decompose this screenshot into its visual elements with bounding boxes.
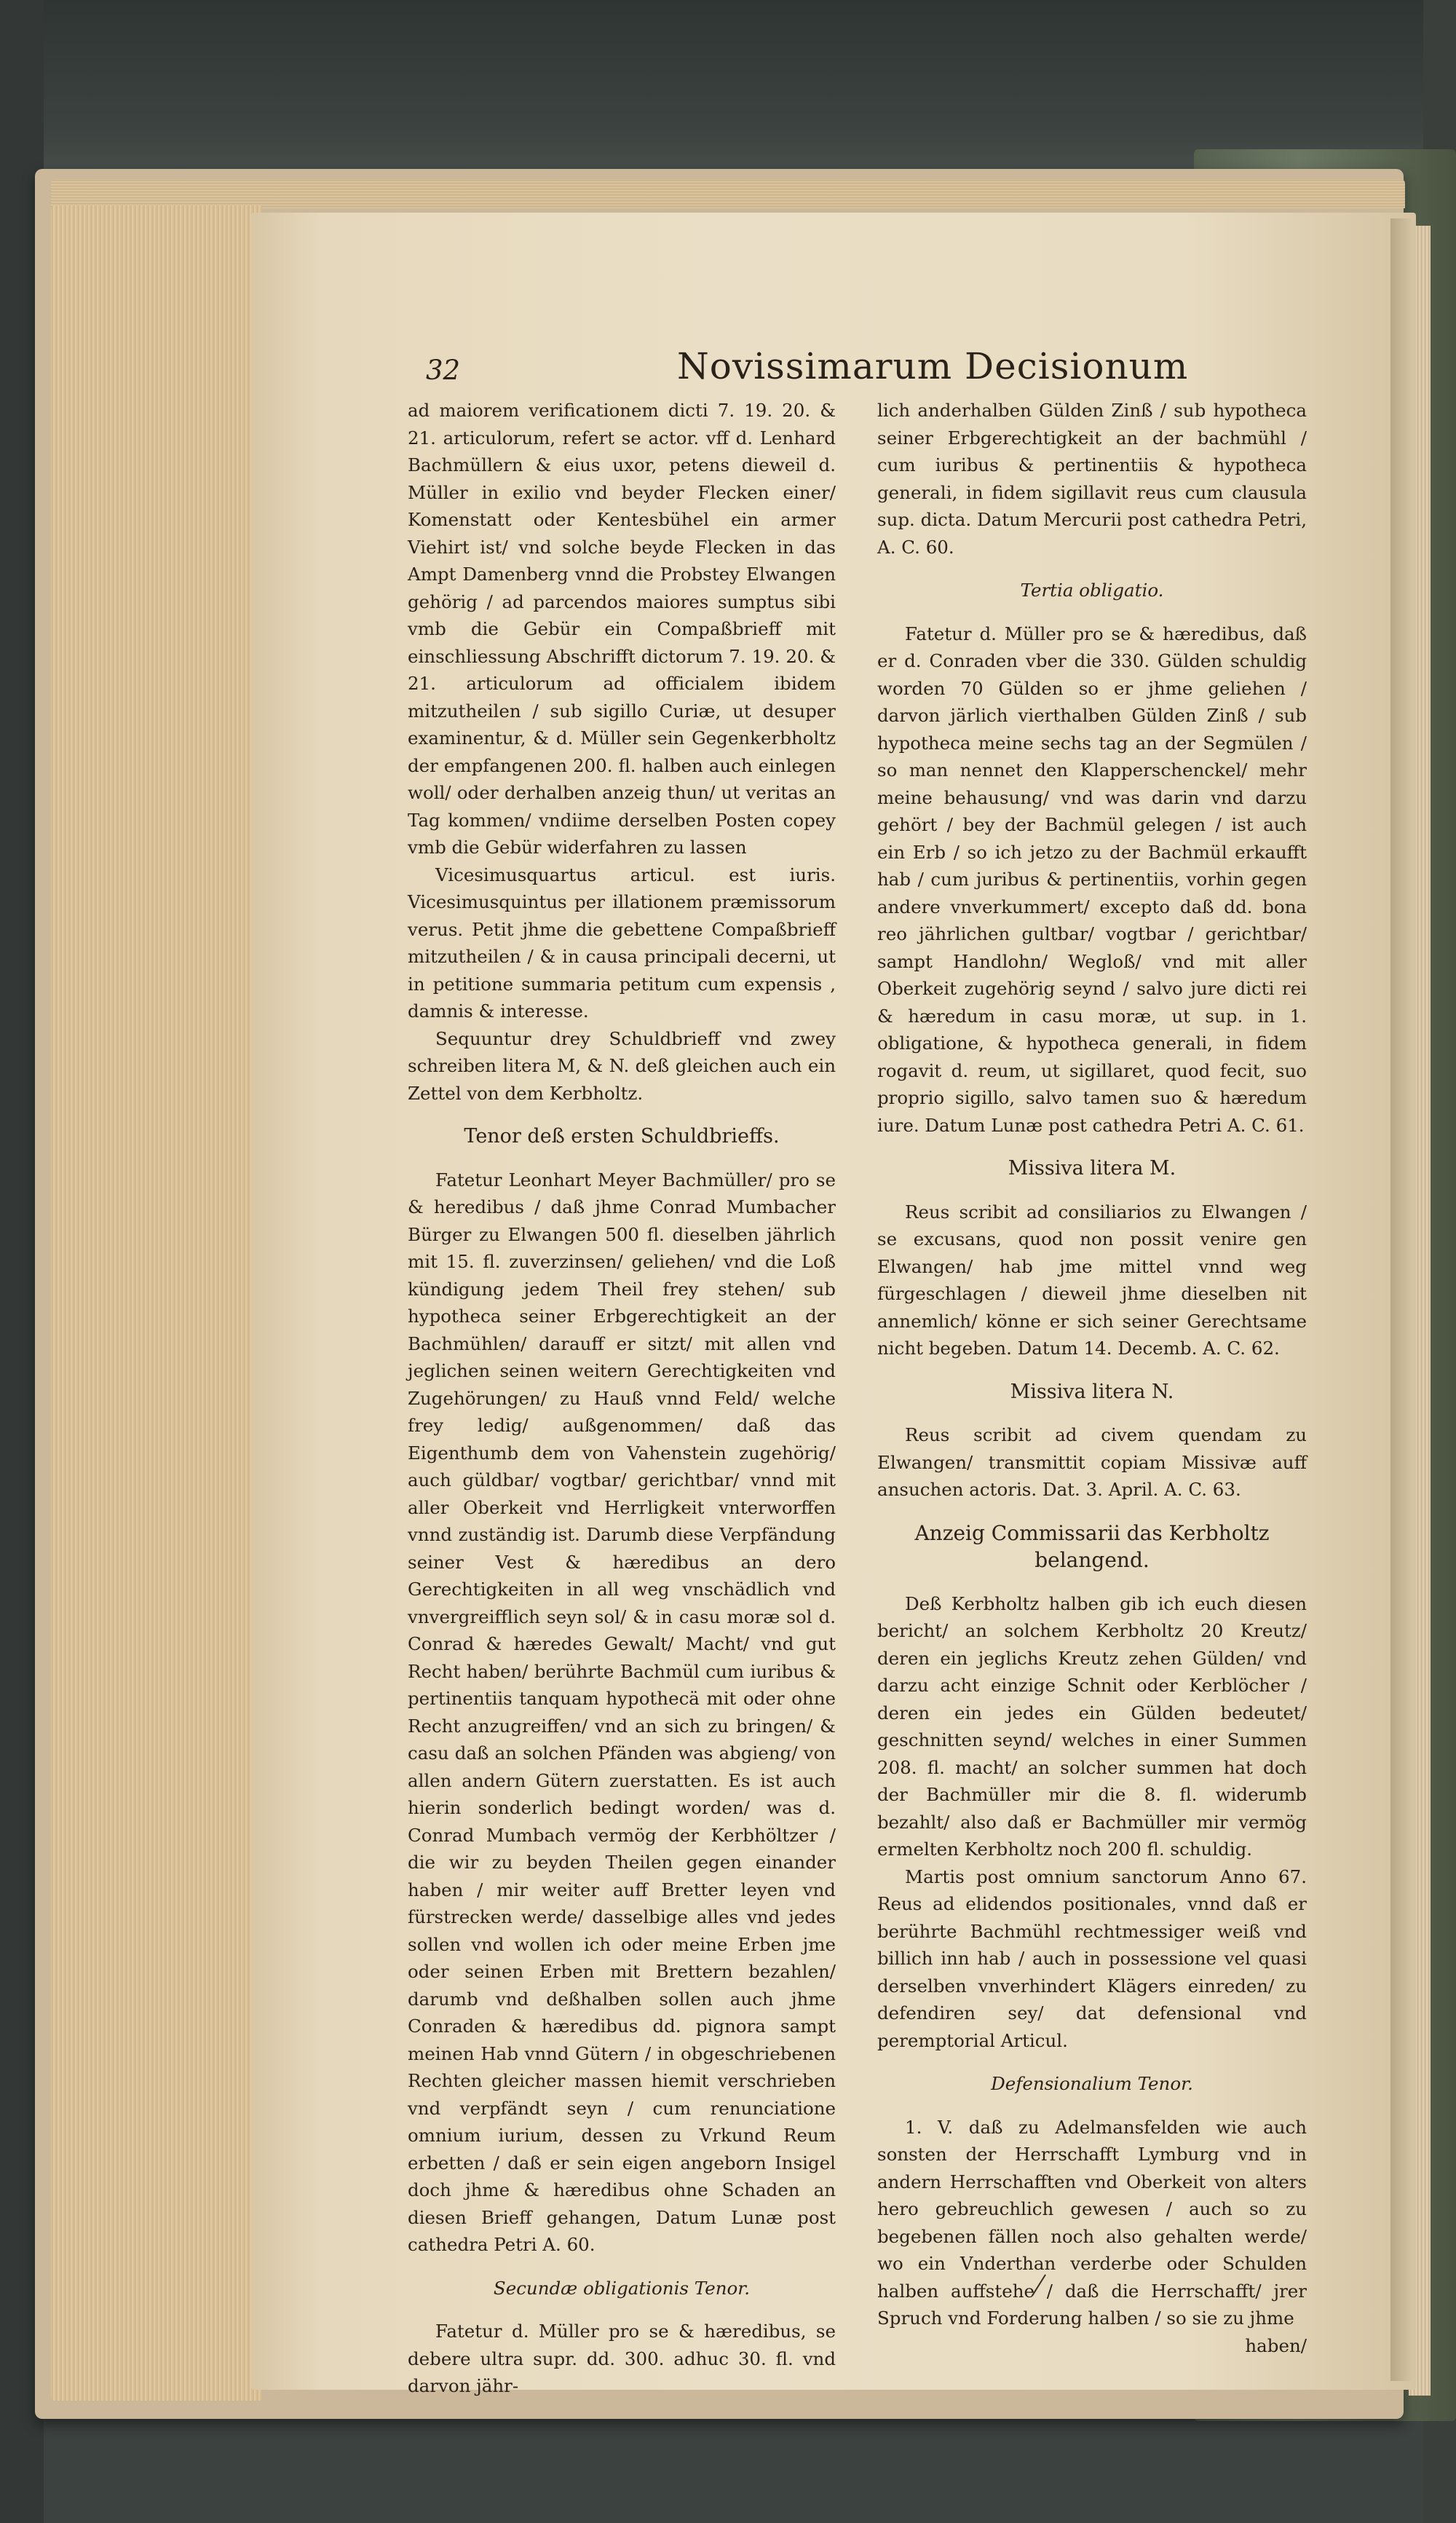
paragraph: Fatetur d. Müller pro se & hæredibus, daß er d. Conraden vber die 330. Gülden schuldig worden 70 Gülden so er jhme geliehen / darvon järlich vierthalben Gülden Zinß / sub hypotheca meine sechs tag an der Segmülen / so man nennet den Klapperschenckel/ mehr meine behausung/ vnd was darin vnd darzu gehört / bey der Bachmül gelegen / ist auch ein Erb / so ich jetzo zu der Bachmül erkaufft hab / cum juribus & pertinentiis, vorhin gegen andere vnverkummert/ excepto daß dd. bona reo jährlichen gultbar/ vogtbar / gerichtbar/ sampt Handlohn/ Wegloß/ vnd mit aller Oberkeit zugehörig seynd / salvo jure dicti rei & hæredum in casu moræ, ut sup. in 1. obligatione, & hypotheca generali, in fidem rogavit d. reum, ut sigillaret, quod fecit, suo proprio sigillo, salvo tamen suo & hæredum iure. Datum Lunæ post cathedra Petri A. C. 61. [877,623,1307,1136]
page-edges-top [51,179,1405,208]
section-heading: Defensionalium Tenor. [991,2073,1193,2094]
paragraph: Deß Kerbholtz halben gib ich euch diesen bericht/ an solchem Kerbholtz 20 Kreutz/ deren ein jeglichs Kreutz zehen Gülden/ vnd darzu acht einzige Schnit oder Kerblöcher / deren ein jedes ein Gülden bedeutet/ geschnitten seynd/ welches in einer Summen 208. fl. macht/ an solcher summen hat doch der Bachmüller mir die 8. fl. widerumb bezahlt/ also daß er Bachmüller mir vermög ermelten Kerbholtz noch 200 fl. schuldig. [877,1592,1307,1860]
paragraph: ad maiorem verificationem dicti 7. 19. 20. & 21. articulorum, refert se actor. vff d. Lenhard Bachmüllern & eius uxor, petens dieweil d. Müller in exilio vnd beyder Flecken einer/ Komenstatt oder Kentesbühel ein armer Viehirt ist/ vnd solche beyde Flecken in das Ampt Damenberg vnnd die Probstey Elwangen gehörig / ad parcendos maiores sumptus sibi vmb die Gebür ein Compaßbrieff mit einschliessung Abschrifft dictorum 7. 19. 20. & 21. articulorum ad officialem ibidem mitzutheilen / sub sigillo Curiæ, ut desuper examinentur, & d. Müller sein Gegenkerbholtz der empfangenen 200. fl. halben auch einlegen woll/ oder derhalben anzeig thun/ ut veritas an Tag kommen/ vndiime derselben Posten copey vmb die Gebür widerfahren zu lassen [408,400,836,858]
paragraph: lich anderhalben Gülden Zinß / sub hypotheca seiner Erbgerechtigkeit an der bachmühl / cum iuribus & pertinentiis & hypotheca generali, in fidem sigillavit reus cum clausula sup. dicta. Datum Mercurii post cathedra Petri, A. C. 60. [877,400,1307,558]
section-heading: Tenor deß ersten Schuldbrieffs. [464,1125,780,1148]
section-heading: Missiva litera M. [1008,1157,1176,1180]
paragraph: Vicesimusquartus articul. est iuris. Vicesimusquintus per illationem præmissorum verus. Petit jhme die gebettene Compaßbrieff mitzutheilen / & in causa principali decerni, ut in petitione summaria petitum cum expensis , damnis & interesse. [408,864,836,1022]
spacer [408,2302,836,2318]
text-column-left [408,397,836,2400]
spacer [877,1139,1307,1155]
spacer [877,1405,1307,1421]
spacer [877,1362,1307,1378]
paragraph: Fatetur d. Müller pro se & hæredibus, se debere ultra supr. dd. 300. adhuc 30. fl. vnd darvon jähr- [408,2321,836,2396]
paragraph: Sequuntur drey Schuldbrieff vnd zwey schreiben litera M, & N. deß gleichen auch ein Zettel von dem Kerbholtz. [408,1027,836,1104]
paragraph: Fatetur Leonhart Meyer Bachmüller/ pro se & heredibus / daß jhme Conrad Mumbacher Bürger zu Elwangen 500 fl. dieselben jährlich mit 15. fl. zuverzinsen/ geliehen/ vnd die Loß kündigung jedem Theil frey stehen/ sub hypotheca seiner Erbgerechtigkeit an der Bachmühlen/ darauff er sitzt/ mit allen vnd jeglichen seinen weitern Gerechtigkeiten vnd Zugehörungen/ zu Hauß vnnd Feld/ welche frey ledig/ außgenommen/ daß das Eigenthumb dem von Vahenstein zugehörig/ auch güldbar/ vogtbar/ gerichtbar/ vnnd mit aller Oberkeit vnd Herrligkeit vnterworffen vnnd zuständig ist. Darumb diese Verpfändung seiner Vest & hæredibus an dero Gerechtigkeiten in all weg vnschädlich vnd vnvergreifflich seyn sol/ & in casu moræ sol d. Conrad & hæredes Gewalt/ Macht/ vnd gut Recht haben/ berührte Bachmül cum iuribus & pertinentiis tanquam hypothecä mit oder ohne Recht anzugreiffen/ vnd an sich zu bringen/ & casu daß an solchen Pfänden was abgieng/ von allen andern Gütern zuerstatten. Es ist auch hierin sonderlich bedingt worden/ was d. Conrad Mumbach vermög der Kerbhöltzer / die wir zu beyden Theilen gegen einander haben / mir weiter auff Bretter leyen vnd fürstrecken werde/ dasselbige alles vnd jedes sollen vnd wollen ich oder meine Erben jme oder seinen Erben mit Brettern bezahlen/ darumb vnd deßhalben sollen auch jhme Conraden & hæredibus dd. pignora sampt meinen Hab vnnd Gütern / in obgeschriebenen Rechten gleicher massen hiemit verschrieben vnd verpfändt seyn / cum renunciatione omnium iurium, dessen zu Vrkund Reum erbetten / daß er sein eigen angeborn Insigel doch jhme & hæredibus ohne Schaden an diesen Brieff gehangen, Datum Lunæ post cathedra Petri A. 60. [408,1169,836,2255]
spacer [408,2259,836,2275]
section-heading: Secundæ obligationis Tenor. [493,2277,751,2299]
spacer [877,1182,1307,1199]
spacer [877,1574,1307,1590]
paragraph: 1. V. daß zu Adelmansfelden wie auch sonsten der Herrschafft Lymburg vnd in andern Herrschafften vnd Oberkeit von alters hero gebreuchlich gewesen / auch so zu begebenen fällen noch also gehalten werde/ wo ein Vnderthan verderbe oder Schulden halben auffstehe / daß die Herrschafft/ jrer Spruch vnd Forderung halben / so sie zu jhme [877,2116,1307,2329]
spacer [408,1150,836,1166]
gutter-shadow [1390,218,1412,2381]
section-heading: Anzeig Commissarii das Kerbholtz belangend. [914,1520,1270,1572]
spacer [877,2098,1307,2114]
spacer [877,561,1307,577]
spacer [877,1504,1307,1520]
page-number: 32 [426,355,461,386]
running-header: Novissimarum Decisionum [677,345,1189,387]
section-heading: Missiva litera N. [1010,1380,1174,1403]
paragraph: Reus scribit ad consiliarios zu Elwangen / se excusans, quod non possit venire gen Elwangen/ hab jme mittel vnnd weg fürgeschlagen / dieweil jhme dieselben nit annemlich/ könne er sich seiner Gerechtsame nicht begeben. Datum 14. Decemb. A. C. 62. [877,1201,1307,1359]
paragraph: Reus scribit ad civem quendam zu Elwangen/ transmittit copiam Missivæ auff ansuchen actoris. Dat. 3. April. A. C. 63. [877,1424,1307,1500]
page-edges-left [51,205,262,2401]
section-heading: Tertia obligatio. [1020,580,1164,601]
spacer [877,604,1307,620]
spacer [877,2054,1307,2070]
text-column-right [877,397,1307,2359]
paragraph: Martis post omnium sanctorum Anno 67. Reus ad elidendos positionales, vnnd daß er berührte Bachmühl rechtmessiger weiß vnd billich inn hab / auch in possessione vel quasi derselben vnverhindert Klägers einreden/ zu defendiren sey/ dat defensional vnd peremptorial Articul. [877,1865,1307,2051]
catchword: haben/ [1245,2334,1307,2356]
spacer [408,1107,836,1123]
